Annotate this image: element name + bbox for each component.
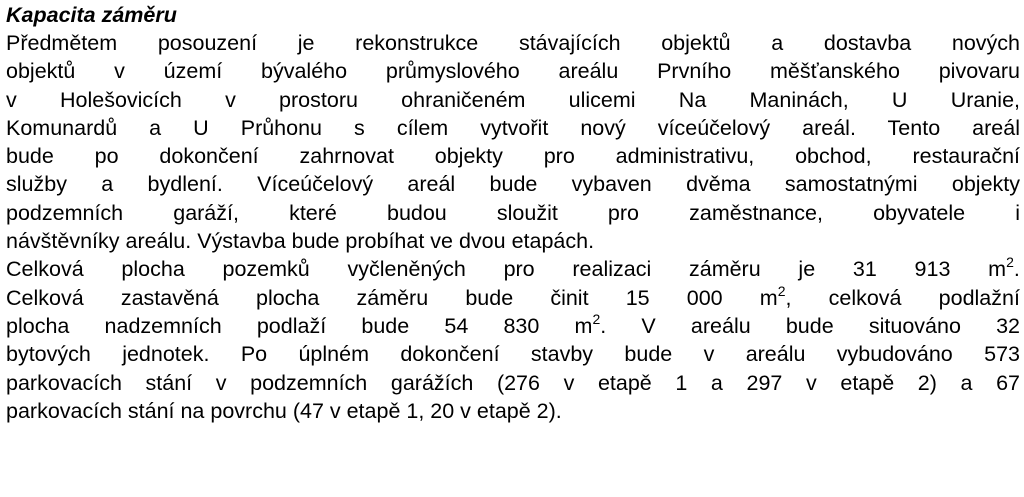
- word: bude: [361, 313, 410, 338]
- text-line: objektů v území bývalého průmyslového areálu Prvního měšťanského pivovaru: [6, 59, 1020, 84]
- word: nadzemních: [104, 313, 222, 338]
- word: $m^2$,: [759, 282, 792, 310]
- word: vyčleněných: [347, 257, 466, 282]
- text-line: návštěvníky areálu. Výstavba bude probíhat ve dvou etapách.: [6, 229, 595, 254]
- text-line: podzemních garáží, které budou sloužit pro zaměstnance, obyvatele i: [6, 200, 1020, 225]
- text-line-built-area: [6, 284, 1020, 312]
- word: Celková: [6, 257, 84, 282]
- word: 54: [444, 313, 469, 338]
- word: realizaci: [572, 257, 652, 282]
- text-line-floor-area: [6, 312, 1020, 340]
- text-line: bude po dokončení zahrnovat objekty pro administrativu, obchod, restaurační: [6, 144, 1020, 169]
- word: 830: [503, 313, 540, 338]
- word: $m^2$.: [574, 310, 607, 338]
- superscript: 2: [777, 282, 786, 299]
- word: je: [798, 257, 816, 282]
- word: činit: [550, 285, 589, 310]
- word: pozemků: [222, 257, 310, 282]
- text-line: v Holešovicích v prostoru ohraničeném ulicemi Na Maninách, U Uranie,: [6, 87, 1020, 112]
- word: záměru: [688, 257, 761, 282]
- paragraph-project-description: [6, 29, 1020, 255]
- word: areálu: [690, 313, 751, 338]
- word: plocha: [6, 313, 70, 338]
- word: situováno: [868, 313, 961, 338]
- word: plocha: [121, 257, 185, 282]
- word: bude: [785, 313, 834, 338]
- word: podlaží: [256, 313, 327, 338]
- text-line-area: [6, 255, 1020, 283]
- text-line: Komunardů a U Průhonu s cílem vytvořit nový víceúčelový areál. Tento areál: [6, 115, 1020, 140]
- superscript: 2: [592, 310, 601, 327]
- word: $m^2$.: [988, 254, 1020, 282]
- word: zastavěná: [120, 285, 219, 310]
- word: záměru: [356, 285, 429, 310]
- word: pro: [503, 257, 535, 282]
- word: podlažní: [938, 285, 1020, 310]
- superscript: 2: [1006, 254, 1014, 271]
- word: 15: [625, 285, 650, 310]
- text-line: parkovacích stání na povrchu (47 v etapě 1, 20 v etapě 2).: [6, 398, 562, 423]
- word: 31: [852, 257, 877, 282]
- word: 913: [914, 257, 951, 282]
- word: 000: [686, 285, 723, 310]
- text-line: služby a bydlení. Víceúčelový areál bude vybaven dvěma samostatnými objekty: [6, 172, 1020, 197]
- text-line: Předmětem posouzení je rekonstrukce stávajících objektů a dostavba nových: [6, 31, 1020, 55]
- word: bude: [465, 285, 514, 310]
- section-heading: Kapacita záměru: [6, 3, 177, 27]
- paragraph-capacity-figures: [6, 255, 1020, 425]
- word: plocha: [255, 285, 320, 310]
- text-line: parkovacích stání v podzemních garážích (276 v etapě 1 a 297 v etapě 2) a 67: [6, 370, 1020, 395]
- word: 32: [996, 313, 1020, 338]
- word: Celková: [6, 285, 84, 310]
- text-line: bytových jednotek. Po úplném dokončení stavby bude v areálu vybudováno 573: [6, 342, 1020, 367]
- word: celková: [828, 285, 902, 310]
- word: V: [641, 313, 656, 338]
